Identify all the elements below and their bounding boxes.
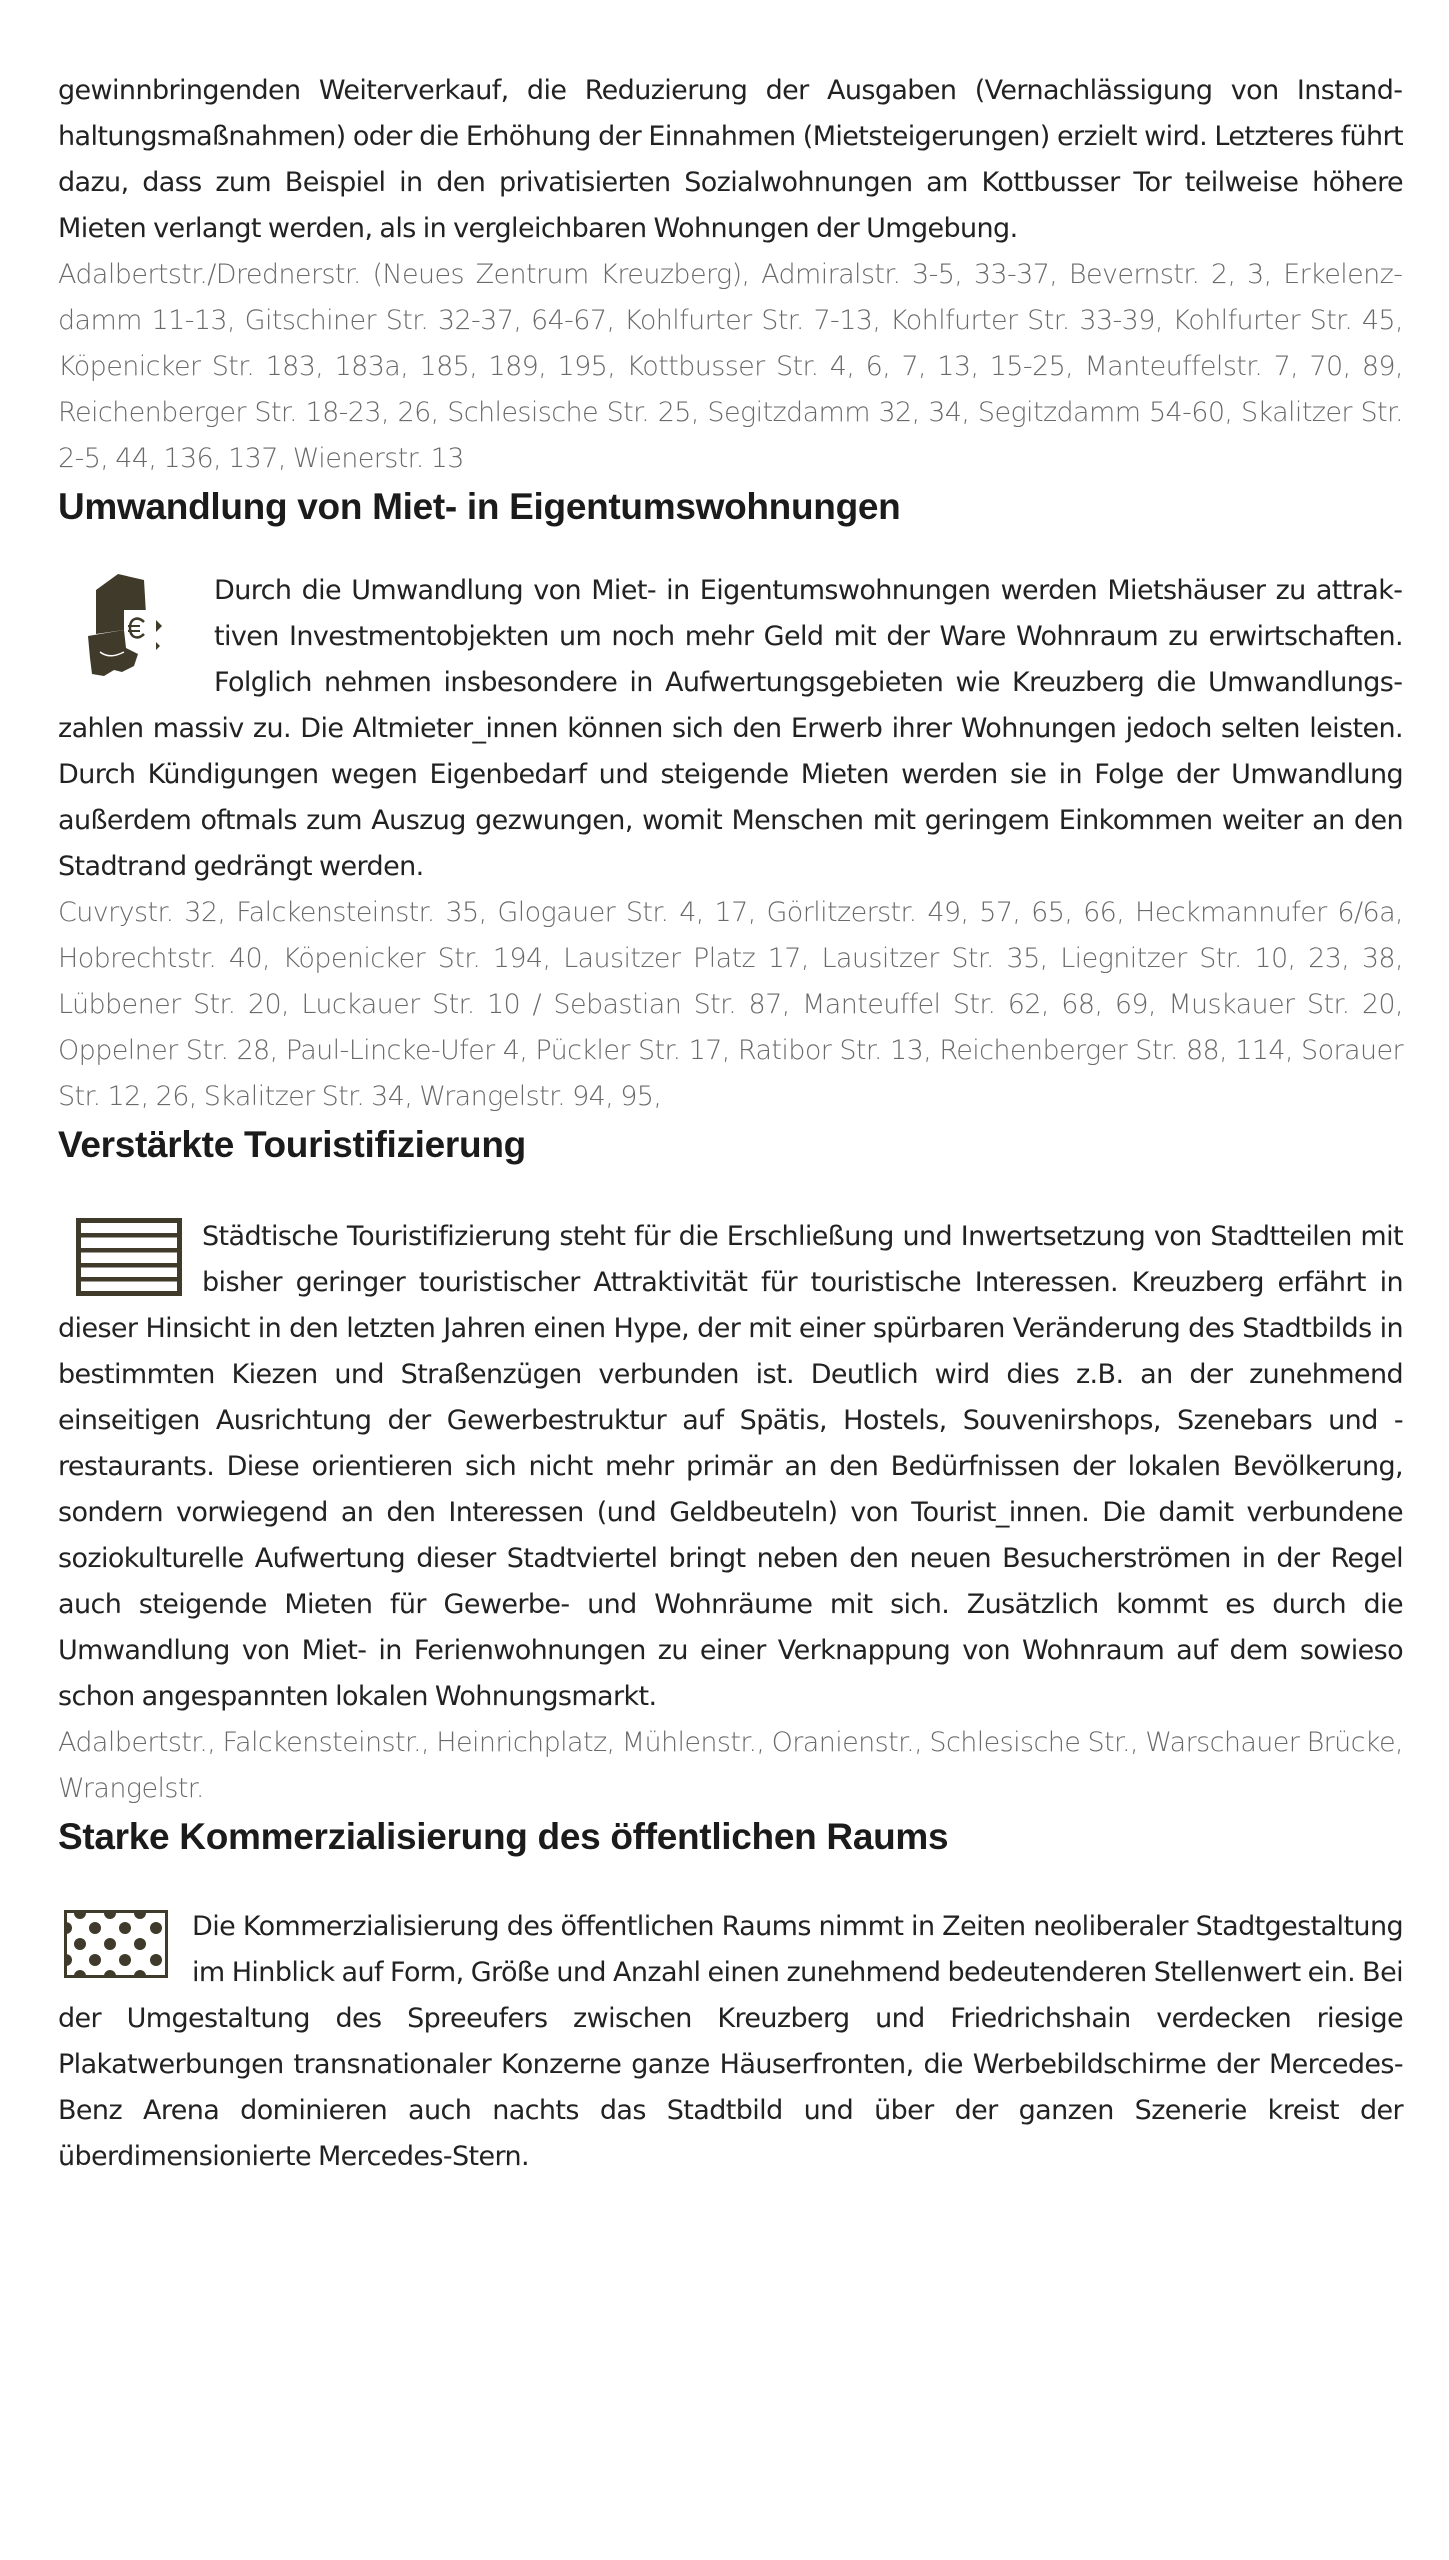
section-title: Starke Kommerzialisierung des öffentlichen Raums xyxy=(58,1816,949,1857)
section-paragraph: Die Kommerzialisierung des öffentlichen Raums nimmt in Zeiten neoliberaler Stadtgestaltung im Hinblick auf Form, Größe und Anzahl einen zunehmend bedeutenderen Stellenwert ein. Bei der Umgestaltung des Spreeufers zwischen Kreuzberg und Friedrichshain verdecken riesige Plakatwerbungen transnationaler Konzerne ganze Häuserfronten, die Werbebildschirme der Mercedes-Benz Arena dominieren auch nachts das Stadtbild und über der ganzen Szenerie kreist der überdimensionierte Mercedes-Stern. xyxy=(58,1911,1403,2172)
section-address-list: Adalbertstr., Falckensteinstr., Heinrichplatz, Mühlenstr., Oranienstr., Schlesische Str., Warschauer Brücke, Wrangelstr. xyxy=(58,1727,1403,1804)
house-euro-hand-icon xyxy=(86,572,166,682)
section-paragraph: Durch die Umwandlung von Miet- in Eigentumswohnungen werden Mietshäuser zu attraktiven Investmentobjekten um noch mehr Geld mit der Ware Wohnraum zu erwirtschaften. Folglich nehmen insbesondere in Aufwertungsgebieten wie Kreuzberg die Umwandlungszahlen massiv zu. Die Altmieter_innen können sich den Erwerb ihrer Wohnungen jedoch selten leisten. Durch Kündigungen wegen Eigenbedarf und steigende Mieten werden sie in Folge der Umwandlung außerdem oftmals zum Auszug gezwungen, womit Menschen mit geringem Einkommen weiter an den Stadtrand gedrängt werden. xyxy=(58,575,1403,882)
horizontal-stripes-icon xyxy=(76,1218,182,1296)
section-title: Verstärkte Touristifizierung xyxy=(58,1124,526,1165)
section-touristifizierung xyxy=(58,1120,1403,1812)
intro-paragraph: gewinnbringenden Weiterverkauf, die Reduzierung der Ausgaben (Vernachlässigung von Instandhaltungsmaßnahmen) oder die Erhöhung der Einnahmen (Mietsteigerungen) erzielt wird. Letzteres führt dazu, dass zum Beispiel in den privatisierten Sozialwohnungen am Kottbusser Tor teilweise höhere Mieten verlangt werden, als in vergleichbaren Wohnungen der Umgebung. xyxy=(58,75,1403,244)
document-page xyxy=(58,68,1403,2180)
section-kommerzialisierung xyxy=(58,1812,1403,2180)
section-address-list: Cuvrystr. 32, Falckensteinstr. 35, Glogauer Str. 4, 17, Görlitzerstr. 49, 57, 65, 66, Heckmannufer 6/6a, Hobrechtstr. 40, Köpenicker Str. 194, Lausitzer Platz 17, Lausitzer Str. 35, Liegnitzer Str. 10, 23, 38, Lübbener Str. 20, Luckauer Str. 10 / Sebastian Str. 87, Manteuffel Str. 62, 68, 69, Muskauer Str. 20, Oppelner Str. 28, Paul-Lincke-Ufer 4, Pückler Str. 17, Ratibor Str. 13, Reichenberger Str. 88, 114, Sorauer Str. 12, 26, Skalitzer Str. 34, Wrangelstr. 94, 95, xyxy=(58,897,1403,1112)
intro-address-list: Adalbertstr./Drednerstr. (Neues Zentrum Kreuzberg), Admiralstr. 3-5, 33-37, Bevernstr. 2, 3, Erkelenzdamm 11-13, Gitschiner Str. 32-37, 64-67, Kohlfurter Str. 7-13, Kohlfurter Str. 33-39, Kohlfurter Str. 45, Köpenicker Str. 183, 183a, 185, 189, 195, Kottbusser Str. 4, 6, 7, 13, 15-25, Manteuffelstr. 7, 70, 89, Reichenberger Str. 18-23, 26, Schlesische Str. 25, Segitzdamm 32, 34, Segitzdamm 54-60, Skalitzer Str. 2-5, 44, 136, 137, Wienerstr. 13 xyxy=(58,259,1403,474)
polka-dot-pattern-icon xyxy=(64,1910,168,1978)
section-umwandlung xyxy=(58,482,1403,1120)
section-title: Umwandlung von Miet- in Eigentumswohnungen xyxy=(58,486,901,527)
section-paragraph: Städtische Touristifizierung steht für die Erschließung und Inwertsetzung von Stadtteilen mit bisher geringer touristischer Attraktivität für touristische Interessen. Kreuzberg erfährt in dieser Hinsicht in den letzten Jahren einen Hype, der mit einer spürbaren Veränderung des Stadtbilds in bestimmten Kiezen und Straßenzügen verbunden ist. Deutlich wird dies z.B. an der zunehmend einseitigen Ausrichtung der Gewerbestruktur auf Spätis, Hostels, Souvenirshops, Szenebars und -restaurants. Diese orientieren sich nicht mehr primär an den Bedürfnissen der lokalen Bevölkerung, sondern vorwiegend an den Interessen (und Geldbeuteln) von Tourist_innen. Die damit verbundene soziokulturelle Aufwertung dieser Stadtviertel bringt neben den neuen Besucherströmen in der Regel auch steigende Mieten für Gewerbe- und Wohnräume mit sich. Zusätzlich kommt es durch die Umwandlung von Miet- in Ferienwohnungen zu einer Verknappung von Wohnraum auf dem sowieso schon angespannten lokalen Wohnungsmarkt. xyxy=(58,1221,1403,1712)
